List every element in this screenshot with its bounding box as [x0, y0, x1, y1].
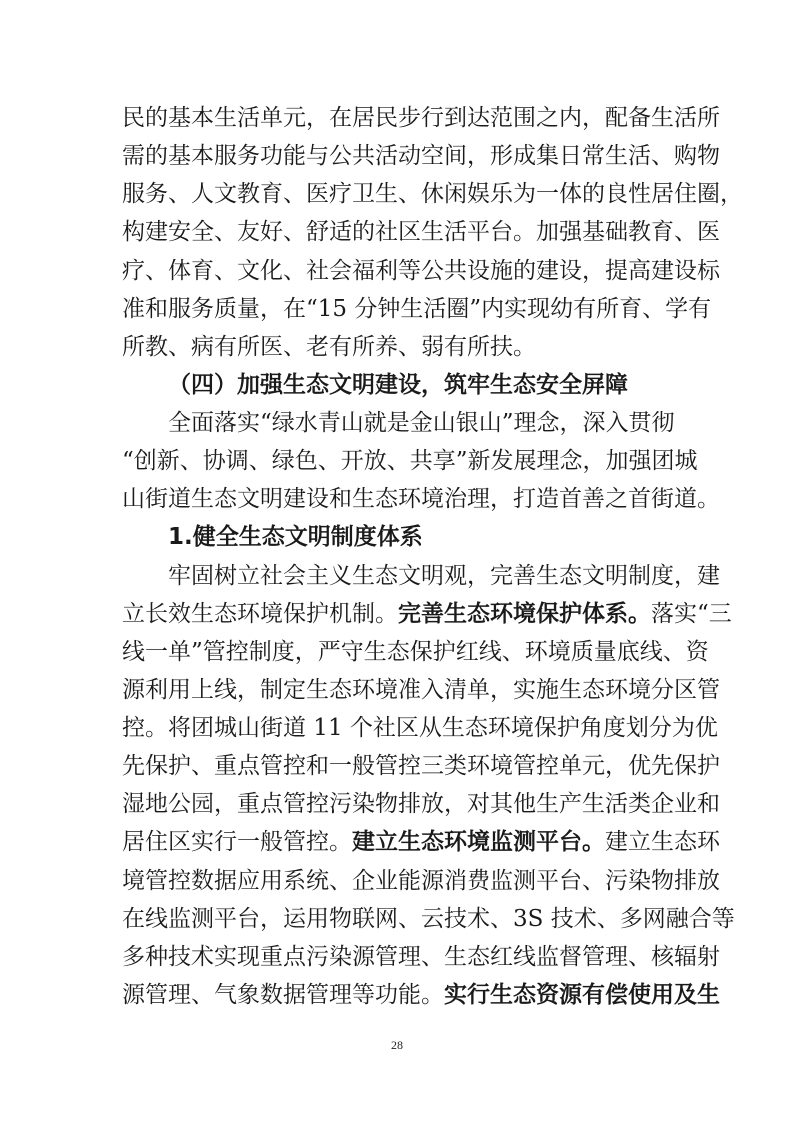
paragraph-line: 准和服务质量，在“15 分钟生活圈”内实现幼有所育、学有 — [122, 296, 712, 322]
paragraph-line — [122, 599, 732, 629]
paragraph-line: 在线监测平台，运用物联网、云技术、3S 技术、多网融合等 — [122, 906, 735, 932]
bold-run: 建立生态环境监测平台。 — [352, 829, 605, 855]
section-heading: （四）加强生态文明建设，筑牢生态安全屏障 — [168, 372, 628, 398]
bold-run: 实行生态资源有偿使用及生 — [444, 982, 720, 1008]
text-run: 落实“三 — [651, 601, 732, 627]
paragraph-line: 民的基本生活单元，在居民步行到达范围之内，配备生活所 — [122, 105, 720, 131]
paragraph-line: 山街道生态文明建设和生态环境治理，打造首善之首街道。 — [122, 486, 720, 512]
text-run: 居住区实行一般管控。 — [122, 829, 352, 855]
paragraph-line — [122, 980, 720, 1010]
text-run: 建立生态环 — [605, 829, 720, 855]
paragraph-line: 全面落实“绿水青山就是金山银山”理念，深入贯彻 — [168, 410, 675, 436]
paragraph-line: “创新、协调、绿色、开放、共享”新发展理念，加强团城 — [122, 448, 698, 474]
paragraph-line: 服务、人文教育、医疗卫生、休闲娱乐为一体的良性居住圈， — [122, 181, 743, 207]
paragraph-line: 先保护、重点管控和一般管控三类环境管控单元，优先保护 — [122, 753, 720, 779]
paragraph-line — [122, 827, 720, 857]
paragraph-line: 所教、病有所医、老有所养、弱有所扶。 — [122, 334, 536, 360]
paragraph-line: 牢固树立社会主义生态文明观，完善生态文明制度，建 — [168, 563, 720, 589]
paragraph-line: 多种技术实现重点污染源管理、生态红线监督管理、核辐射 — [122, 944, 720, 970]
paragraph-line: 线一单”管控制度，严守生态保护红线、环境质量底线、资 — [122, 639, 709, 665]
paragraph-line: 构建安全、友好、舒适的社区生活平台。加强基础教育、医 — [122, 219, 720, 245]
paragraph-line: 控。将团城山街道 11 个社区从生态环境保护角度划分为优 — [122, 715, 718, 741]
paragraph-line: 湿地公园，重点管控污染物排放，对其他生产生活类企业和 — [122, 791, 720, 817]
paragraph-line: 源利用上线，制定生态环境准入清单，实施生态环境分区管 — [122, 677, 720, 703]
text-run: 源管理、气象数据管理等功能。 — [122, 982, 444, 1008]
subheading: 1.健全生态文明制度体系 — [168, 524, 423, 550]
page-number: 28 — [391, 1038, 403, 1052]
paragraph-line: 需的基本服务功能与公共活动空间，形成集日常生活、购物 — [122, 143, 720, 169]
paragraph-line: 疗、体育、文化、社会福利等公共设施的建设，提高建设标 — [122, 258, 720, 284]
text-run: 立长效生态环境保护机制。 — [122, 601, 398, 627]
bold-run: 完善生态环境保护体系。 — [398, 601, 651, 627]
paragraph-line: 境管控数据应用系统、企业能源消费监测平台、污染物排放 — [122, 868, 720, 894]
